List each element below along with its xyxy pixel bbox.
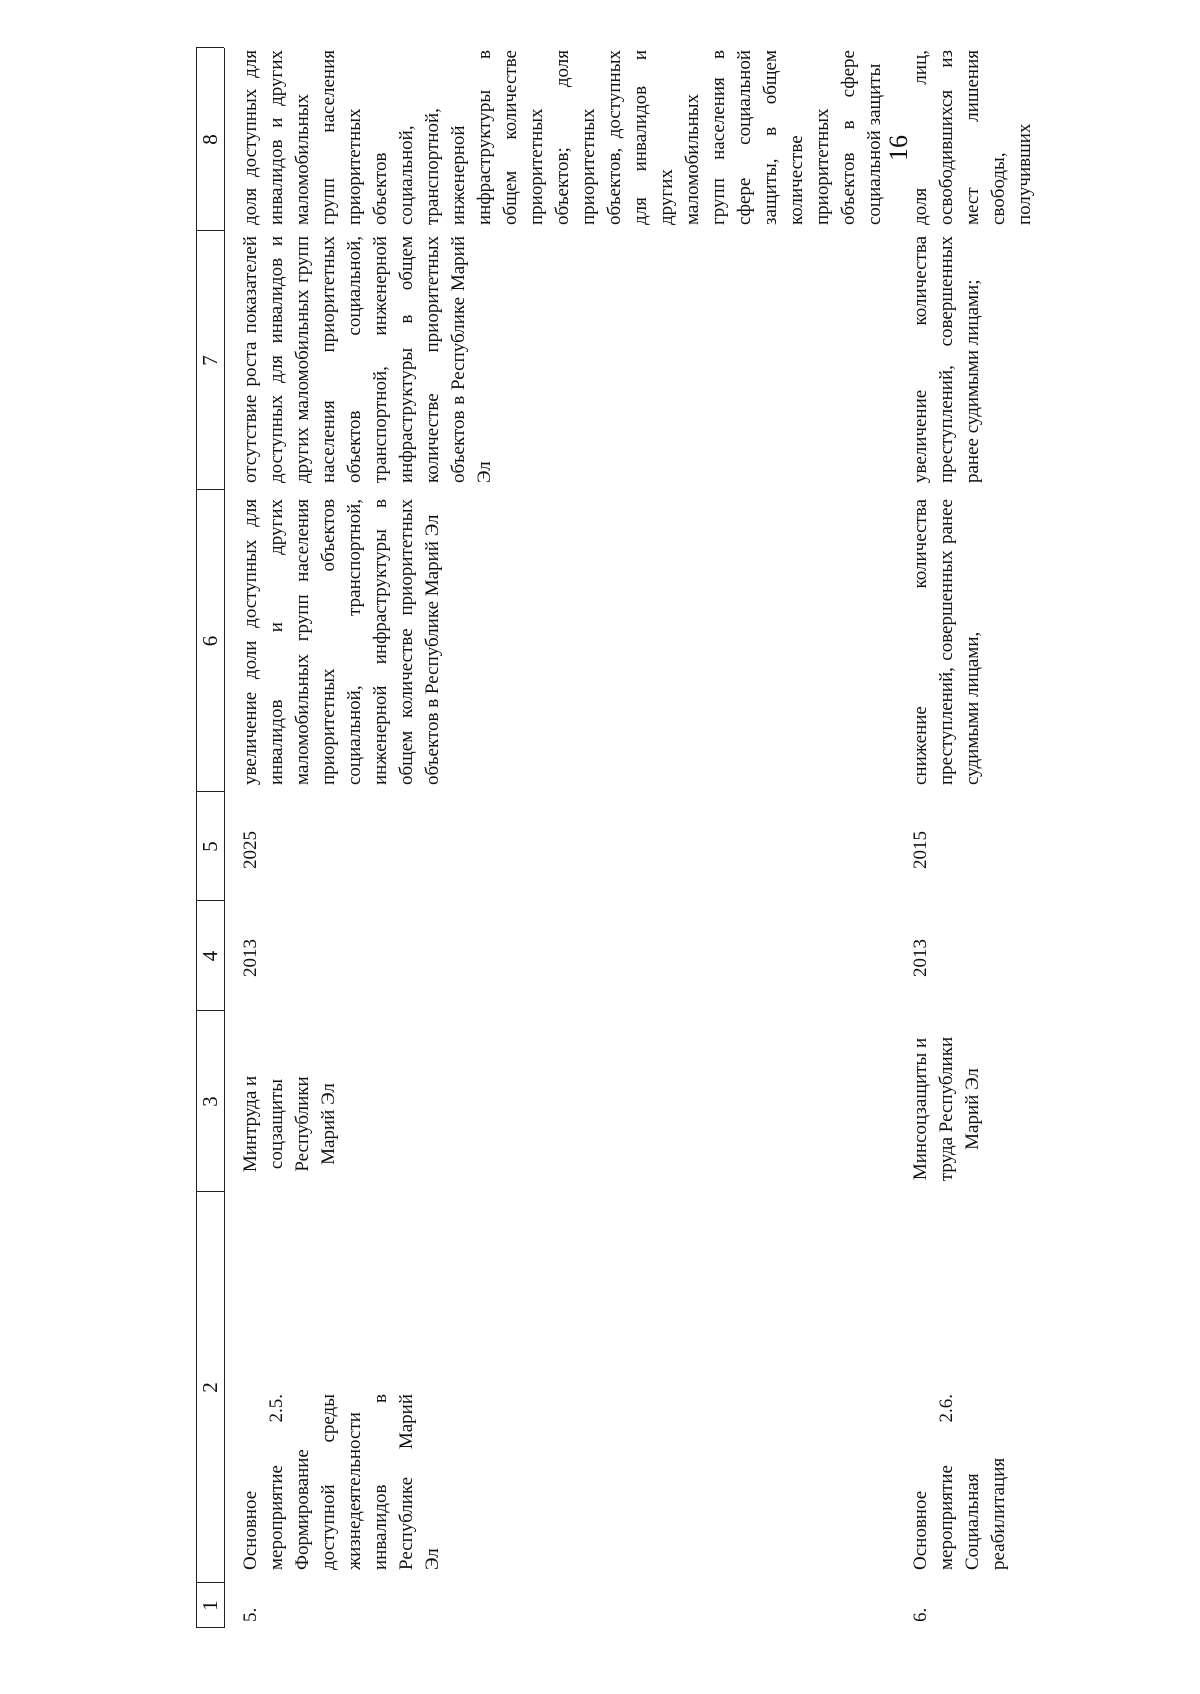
- expected-result: снижение количества преступлений, совершенных ранее судимыми лицами,: [910, 499, 983, 785]
- header-col-7: 7: [197, 355, 222, 366]
- executor: Минсоцзащиты и труда Республики Марий Эл: [910, 1036, 983, 1182]
- header-bottom-border: [224, 48, 225, 1628]
- rotated-table: [196, 48, 1198, 1628]
- indicators: доля доступных для инвалидов и других маломобильных групп населения приоритетных объектов социальной, транспортной, инженерной инфраструктуры в общем количестве приоритетных объектов; доля приоритетных объектов, доступных для инвалидов и других маломобильных групп населения в сфере социальной защиты, в общем количестве приоритетных объектов в сфере социальной защиты: [240, 50, 885, 225]
- header-col-5: 5: [197, 841, 222, 852]
- header-col-4: 4: [197, 950, 222, 962]
- header-col-8: 8: [197, 134, 222, 145]
- end-year: 2025: [240, 831, 261, 869]
- end-year: 2015: [910, 831, 931, 869]
- expected-result: увеличение доли доступных для инвалидов и других маломобильных групп населения приоритетных объектов социальной, транспортной, инженерной инфраструктуры в общем количестве приоритетных объектов в Республике Марий Эл: [240, 499, 443, 785]
- consequences: отсутствие роста показателей доступных для инвалидов и других маломобильных групп населения приоритетных объектов социальной, транспортной, инженерной инфраструктуры в общем количестве приоритетных объектов в Республике Марий Эл: [240, 236, 495, 483]
- row-number: 6.: [910, 1607, 931, 1622]
- consequences: увеличение количества преступлений, совершенных ранее судимыми лицами;: [910, 236, 983, 483]
- executor: Минтруда и соцзащиты Республики Марий Эл: [240, 1075, 339, 1173]
- header-col-1: 1: [197, 1600, 222, 1611]
- page-number: 16: [884, 135, 913, 161]
- start-year: 2013: [240, 939, 261, 977]
- event-name: Основное мероприятие 2.6. Социальная реабилитация: [910, 1394, 1009, 1570]
- row-number: 5.: [240, 1607, 261, 1622]
- indicators: доля лиц, освободившихся из мест лишения свободы, получивших: [910, 50, 1035, 225]
- start-year: 2013: [910, 939, 931, 977]
- event-name: Основное мероприятие 2.5. Формирование доступной среды жизнедеятельности инвалидов в Республике Марий Эл: [240, 1394, 443, 1570]
- header-col-6: 6: [197, 635, 222, 647]
- header-col-3: 3: [197, 1096, 222, 1107]
- header-col-2: 2: [197, 1382, 222, 1393]
